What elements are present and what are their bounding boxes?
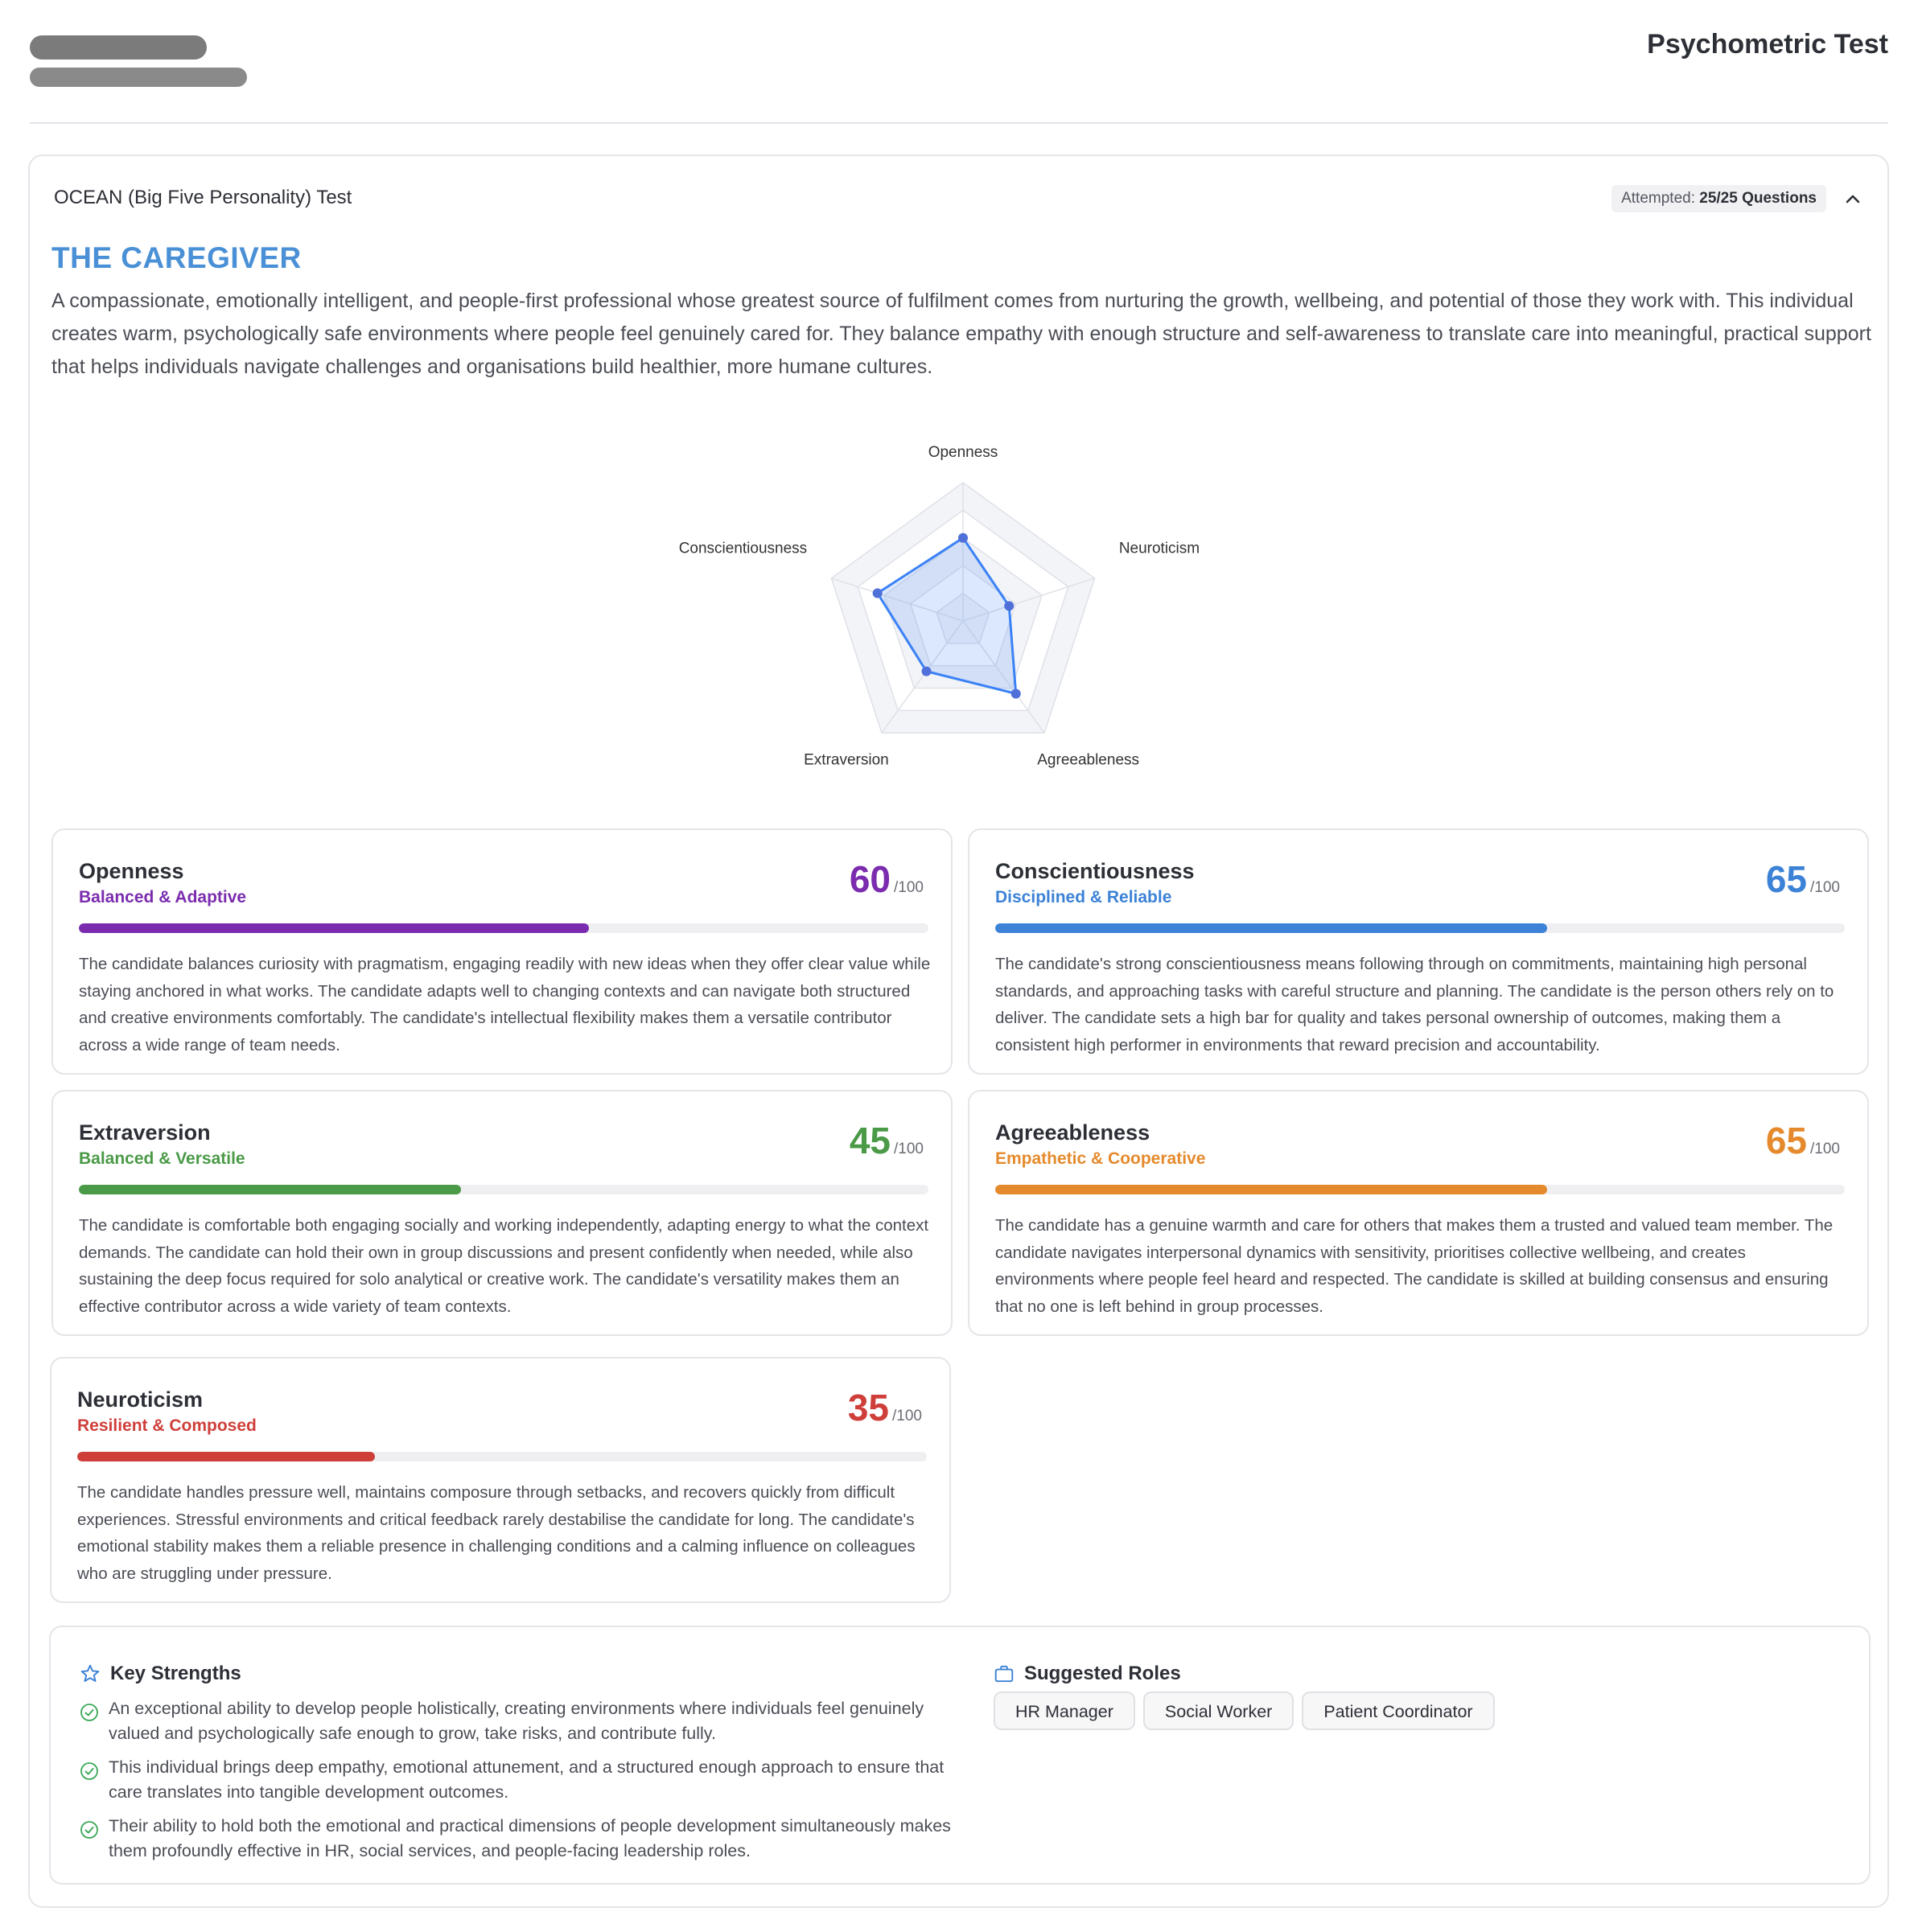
radar-point-conscientiousness[interactable] bbox=[873, 588, 883, 598]
trait-progress-fill bbox=[995, 1185, 1547, 1194]
role-chip: HR Manager bbox=[994, 1692, 1135, 1730]
trait-name: Openness bbox=[79, 859, 184, 883]
radar-point-openness[interactable] bbox=[958, 533, 968, 543]
redacted-user-email bbox=[30, 68, 247, 87]
trait-progress-fill bbox=[79, 923, 589, 933]
app-title: Psychometric Test bbox=[1647, 29, 1888, 60]
trait-progress-bar bbox=[79, 1185, 928, 1194]
test-title: OCEAN (Big Five Personality) Test bbox=[54, 187, 352, 208]
radar-axis-label-conscientiousness: Conscientiousness bbox=[678, 540, 808, 557]
suggested-roles-list bbox=[994, 1692, 1495, 1730]
trait-card-openness bbox=[51, 828, 953, 1075]
trait-progress-bar bbox=[79, 923, 928, 933]
attempt-value: 25/25 Questions bbox=[1699, 190, 1817, 207]
trait-score bbox=[850, 1119, 924, 1162]
trait-progress-fill bbox=[79, 1185, 461, 1194]
trait-score-value: 60 bbox=[849, 858, 891, 900]
suggested-roles-header bbox=[994, 1663, 1181, 1685]
strength-item bbox=[80, 1696, 973, 1746]
trait-name: Neuroticism bbox=[77, 1387, 204, 1412]
trait-score-value: 65 bbox=[1765, 858, 1808, 900]
trait-card-agreeableness bbox=[968, 1090, 1869, 1336]
trait-progress-bar bbox=[995, 923, 1845, 933]
page-header bbox=[30, 0, 1888, 124]
trait-score bbox=[1766, 857, 1840, 901]
trait-score-value: 35 bbox=[847, 1387, 890, 1428]
role-chip: Patient Coordinator bbox=[1302, 1692, 1494, 1730]
trait-subtitle: Resilient & Composed bbox=[77, 1416, 257, 1435]
redacted-user-name bbox=[30, 35, 207, 60]
strength-text: This individual brings deep empathy, emotional attunement, and a structured enough approach to ensure that care translates into tangible development outcomes. bbox=[109, 1757, 945, 1802]
strength-item bbox=[80, 1755, 973, 1805]
check-circle-icon bbox=[80, 1703, 99, 1722]
trait-subtitle: Balanced & Versatile bbox=[79, 1149, 245, 1168]
trait-name: Extraversion bbox=[79, 1120, 211, 1145]
radar-point-agreeableness[interactable] bbox=[1011, 689, 1021, 698]
radar-axis-label-extraversion: Extraversion bbox=[804, 751, 889, 769]
trait-score-max: /100 bbox=[1810, 879, 1840, 896]
trait-description: The candidate balances curiosity with pragmatism, engaging readily with new ideas when they offer clear value while staying anchored in what works. The candidate adapts well to changing contexts and can navigate both structured and creative environments comfortably. The candidate's intellectual flexibility makes them a versatile contributor across a wide range of team needs. bbox=[79, 955, 931, 1054]
attempt-label: Attempted: bbox=[1621, 190, 1695, 207]
trait-description: The candidate handles pressure well, maintains composure through setbacks, and recovers quickly from difficult experiences. Stressful environments and critical feedback rarely destabilise the candidate for long. The candidate's emotional stability makes them a reliable presence in challenging conditions and a calming influence on colleagues who are struggling under pressure. bbox=[77, 1483, 916, 1583]
key-strengths-title: Key Strengths bbox=[110, 1663, 241, 1684]
strength-text: An exceptional ability to develop people holistically, creating environments where individuals feel genuinely valued and psychologically safe enough to grow, take risks, and contribute fully. bbox=[109, 1699, 924, 1743]
personality-type-description: A compassionate, emotionally intelligent, and people-first professional whose greatest source of fulfilment comes from nurturing the growth, wellbeing, and potential of those they work with. This individual creates warm, psychologically safe environments where people feel genuinely cared for. They balance empathy with enough structure and self-awareness to translate care into meaningful, practical support that helps individuals navigate challenges and organisations build healthier, more humane cultures. bbox=[51, 290, 1871, 378]
trait-score-max: /100 bbox=[894, 1141, 924, 1157]
suggested-roles-title: Suggested Roles bbox=[1024, 1663, 1181, 1684]
trait-card-extraversion bbox=[51, 1090, 953, 1336]
trait-score-max: /100 bbox=[1810, 1141, 1840, 1157]
role-chip: Social Worker bbox=[1143, 1692, 1294, 1730]
trait-score-value: 65 bbox=[1765, 1120, 1808, 1161]
briefcase-icon bbox=[994, 1663, 1015, 1684]
trait-description: The candidate's strong conscientiousness means following through on commitments, maintaining high personal standards, and approaching tasks with careful structure and planning. The candidate is the person others rely on to deliver. The candidate sets a high bar for quality and takes personal ownership of outcomes, making them a consistent high performer in environments that reward precision and accountability. bbox=[995, 955, 1834, 1054]
trait-score bbox=[850, 857, 924, 901]
trait-score bbox=[1766, 1119, 1840, 1162]
trait-subtitle: Balanced & Adaptive bbox=[79, 888, 247, 906]
trait-subtitle: Empathetic & Cooperative bbox=[995, 1149, 1206, 1168]
radar-axis-label-agreeableness: Agreeableness bbox=[1037, 751, 1140, 769]
trait-score-max: /100 bbox=[892, 1408, 922, 1424]
star-icon bbox=[80, 1663, 101, 1684]
attempt-badge bbox=[1611, 185, 1826, 212]
trait-card-conscientiousness bbox=[968, 828, 1869, 1075]
radar-point-neuroticism[interactable] bbox=[1004, 601, 1014, 610]
trait-score bbox=[848, 1386, 922, 1429]
trait-progress-fill bbox=[77, 1452, 375, 1461]
strength-text: Their ability to hold both the emotional and practical dimensions of people development simultaneously makes them profoundly effective in HR, social services, and people-facing leadership roles. bbox=[109, 1816, 951, 1860]
radar-point-extraversion[interactable] bbox=[922, 667, 932, 676]
trait-progress-fill bbox=[995, 923, 1547, 933]
trait-card-neuroticism bbox=[50, 1357, 951, 1603]
strengths-roles-card bbox=[49, 1626, 1871, 1885]
trait-name: Agreeableness bbox=[995, 1120, 1150, 1145]
key-strengths-header bbox=[80, 1663, 241, 1685]
trait-progress-bar bbox=[995, 1185, 1845, 1194]
trait-score-value: 45 bbox=[849, 1120, 891, 1161]
test-result-card bbox=[28, 154, 1889, 1908]
trait-progress-bar bbox=[77, 1452, 927, 1461]
check-circle-icon bbox=[80, 1761, 99, 1781]
chevron-up-icon[interactable] bbox=[1844, 190, 1862, 208]
strength-item bbox=[80, 1814, 973, 1864]
key-strengths-list bbox=[80, 1696, 973, 1872]
radar-axis-label-openness: Openness bbox=[928, 444, 998, 461]
personality-type-title: THE CAREGIVER bbox=[51, 241, 302, 274]
trait-score-max: /100 bbox=[894, 879, 924, 896]
trait-subtitle: Disciplined & Reliable bbox=[995, 888, 1172, 906]
trait-name: Conscientiousness bbox=[995, 859, 1195, 883]
check-circle-icon bbox=[80, 1820, 99, 1840]
trait-description: The candidate has a genuine warmth and care for others that makes them a trusted and valued team member. The candidate navigates interpersonal dynamics with sensitivity, prioritises collective wellbeing, and creates environments where people feel heard and respected. The candidate is skilled at building consensus and ensuring that no one is left behind in group processes. bbox=[995, 1216, 1834, 1316]
radar-axis-label-neuroticism: Neuroticism bbox=[1118, 540, 1200, 557]
trait-description: The candidate is comfortable both engaging socially and working independently, adapting energy to what the context demands. The candidate can hold their own in group discussions and present confidently when needed, while also sustaining the deep focus required for solo analytical or creative work. The candidate's versatility makes them an effective contributor across a wide variety of team contexts. bbox=[79, 1216, 929, 1316]
